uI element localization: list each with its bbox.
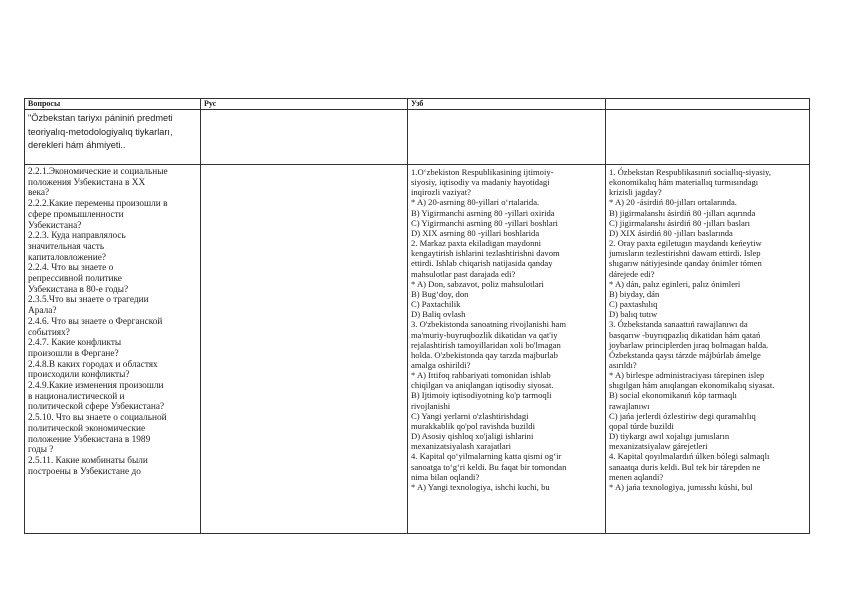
uzbek-cell xyxy=(408,165,606,534)
uzbek-answer-line: holda. O'zbekistonda qay tarzda majburlab xyxy=(411,349,558,360)
karakalpak-answer-line: Ózbekstanda qaysı tárzde májbúrlab ámelge xyxy=(609,349,761,360)
table-header-row xyxy=(25,99,810,110)
uzbek-answer-line: C) Yangi yerlarni o'zlashtirishdagi xyxy=(411,410,529,421)
question-line: репрессивной политике xyxy=(28,274,122,285)
topic-cell xyxy=(25,110,201,165)
uzbek-answer-line: sanoatga to‘g‘ri keldi. Bu faqat bir tomondan xyxy=(411,461,567,472)
karakalpak-answer-line: krizisli jagday? xyxy=(609,187,662,198)
uzbek-answer-line: nima bilan oqlandi? xyxy=(411,471,480,482)
karakalpak-answer-line: C) jigirmalanshı ásirdiń 80 -jılları basları xyxy=(609,217,751,228)
question-line: происходили конфликты? xyxy=(28,370,130,381)
uzbek-answer-line: murakkablik qo'pol ravishda buzildi xyxy=(411,420,535,431)
question-line: годы ? xyxy=(28,445,54,456)
karakalpak-answer-line: D) tiykargı awıl xojalıgı jumısların xyxy=(609,431,730,442)
karakalpak-answer-line: B) biyday, dán xyxy=(609,288,660,299)
question-line: века? xyxy=(28,188,50,199)
uzbek-answer-line: B) Ijtimoiy iqtisodiyotning ko'p tarmoqli xyxy=(411,390,552,401)
karakalpak-cell xyxy=(606,165,810,534)
karakalpak-answer-line: B) jigirmalanshı ásirdiń 80 -jılları aqırında xyxy=(609,207,756,218)
uzbek-answer-line: D) Asosiy qishloq xo'jaligi ishlarini xyxy=(411,431,534,442)
karakalpak-answer-line: asırıldı? xyxy=(609,359,637,370)
uzbek-answer-line: rivojlanishi xyxy=(411,400,451,411)
question-line: капиталовложение? xyxy=(28,252,106,263)
header-karakalpak xyxy=(606,99,810,110)
topic-row xyxy=(25,110,810,165)
uzbek-answer-line: chiqilgan va aniqlangan iqtisodiy siyosat. xyxy=(411,380,554,391)
question-line: значительная часть xyxy=(28,241,105,252)
question-line: политической сфере Узбекистана? xyxy=(28,402,165,413)
uzbek-answer-line: rejalashtirish tamoyillaridan xoli bo'lmagan xyxy=(411,339,561,350)
questions-table xyxy=(24,98,810,534)
russian-cell xyxy=(201,165,408,534)
header-questions: Вопросы xyxy=(25,99,201,110)
karakalpak-answer-line: menen aqlandi? xyxy=(609,471,664,482)
question-line: Арала? xyxy=(28,306,57,317)
uzbek-answer-line: 3. O'zbekistonda sanoatning rivojlanishi ham xyxy=(411,319,567,330)
question-line: в националистической и xyxy=(28,391,125,402)
uzbek-answer-line: 1.O‘zbekiston Respublikasining ijtimoiy- xyxy=(411,167,554,177)
question-line: 2.5.11. Какие комбинаты были xyxy=(28,455,148,466)
question-line: Узбекистана в 80-е годы? xyxy=(28,284,129,295)
karakalpak-answer-line: sanaatqa duris keldi. Bul tek bir tárepden ne xyxy=(609,461,761,472)
karakalpak-answer-line: D) balıq tutıw xyxy=(609,309,658,320)
question-line: Узбекистана? xyxy=(28,220,82,231)
question-line: 2.4.7. Какие конфликты xyxy=(28,338,122,349)
question-line: политической экономические xyxy=(28,423,146,434)
uzbek-answers xyxy=(411,165,602,492)
question-line: 2.4.8.В каких городах и областях xyxy=(28,359,158,370)
uzbek-answer-line: mahsulotlar past darajada edi? xyxy=(411,268,516,279)
karakalpak-answer-line: C) jańa jerlerdi ózlestiriw degi quramalılıq xyxy=(609,410,756,421)
uzbek-answer-line: * A) Yangi texnologiya, ishchi kuchi, bu xyxy=(411,481,550,492)
karakalpak-answer-line: * A) jańa texnologiya, jumısshı kúshi, bul xyxy=(609,481,753,492)
uzbek-answer-line: * A) Don, sabzavot, poliz mahsulotlari xyxy=(411,278,544,289)
question-line: 2.2.3. Куда направлялось xyxy=(28,231,126,242)
uzbek-answer-line: C) Paxtachilik xyxy=(411,299,461,310)
content-row xyxy=(25,165,810,534)
karakalpak-answer-line: jumısların tezlestirishni dawam ettirdi. Islep xyxy=(609,248,761,259)
topic-title: "Özbekstan tariyxı pániniń predmeti teoriyalıq-metodologiyalıq tiykarları, derekleri hám áhmiyeti.. xyxy=(28,113,173,150)
question-line: сфере промышленности xyxy=(28,209,124,220)
questions-cell xyxy=(25,165,201,534)
karakalpak-answer-line: * A) 20 -ásirdiń 80-jılları ortalarında. xyxy=(609,197,737,208)
header-russian: Рус xyxy=(201,99,408,110)
question-line: 2.4.6. Что вы знаете о Ферганской xyxy=(28,316,163,327)
uzbek-answer-line: 4. Kapital qo‘yilmalarning katta qismi og‘ir xyxy=(411,451,562,462)
karakalpak-answer-line: 1. Ózbekstan Respublikasınıń sociallıq-siyasiy, xyxy=(609,167,771,177)
header-uzbek: Узб xyxy=(408,99,606,110)
uzbek-answer-line: B) Bug‘doy, don xyxy=(411,288,469,299)
uzbek-answer-line: * A) 20-asrning 80-yillari o‘rtalarida. xyxy=(411,197,540,208)
empty-cell xyxy=(408,110,606,165)
karakalpak-answer-line: shıgarıw nátiyjesinde qanday ónimler tómen xyxy=(609,258,762,269)
questions-list xyxy=(28,165,197,477)
karakalpak-answer-line: D) XIX ásirdiń 80 -jılları baslarında xyxy=(609,227,733,238)
karakalpak-answer-line: rawajlanıwı xyxy=(609,400,650,411)
uzbek-answer-line: C) Yigirmanchi asrning 80 -yillari boshlari xyxy=(411,217,558,228)
question-line: 2.4.9.Какие изменения произошли xyxy=(28,381,164,392)
karakalpak-answer-line: qopal túrde buzildi xyxy=(609,420,674,431)
karakalpak-answer-line: 3. Ózbekstanda sanaattıń rawajlanıwı da xyxy=(609,319,748,330)
question-line: 2.2.1.Экономические и социальные xyxy=(28,167,168,177)
karakalpak-answer-line: 2. Oray paxta egiletugın maydandı keńeytiw xyxy=(609,238,762,249)
question-line: положения Узбекистана в XX xyxy=(28,177,146,188)
question-line: 2.2.2.Какие перемены произошли в xyxy=(28,199,168,210)
question-line: событиях? xyxy=(28,327,70,338)
uzbek-answer-line: mexanizatsiyalash xarajatlari xyxy=(411,441,511,452)
uzbek-answer-line: siyosiy, iqtisodiy va madaniy hayotidagi xyxy=(411,177,550,188)
uzbek-answer-line: inqirozli vaziyat? xyxy=(411,187,471,198)
uzbek-answer-line: ma'muriy-buyruqbozlik dikatidan va qat'iy xyxy=(411,329,558,340)
question-line: построены в Узбекистане до xyxy=(28,466,141,477)
uzbek-answer-line: D) Baliq ovlash xyxy=(411,309,466,320)
karakalpak-answer-line: 4. Kapital qoyılmalardıń úlken bólegi salmaqlı xyxy=(609,451,770,462)
question-line: положение Узбекистана в 1989 xyxy=(28,434,151,445)
uzbek-answer-line: kengaytirish ishlarini tezlashtirishni davom xyxy=(411,248,560,259)
question-line: 2.5.10. Что вы знаете о социальной xyxy=(28,413,167,424)
karakalpak-answer-line: shıgılgan hám anıqlangan ekonomikalıq siyasat. xyxy=(609,380,775,391)
karakalpak-answer-line: ekonomikalıq hám materiallıq turmısındagı xyxy=(609,177,759,188)
uzbek-answer-line: amalga oshirildi? xyxy=(411,359,471,370)
uzbek-answer-line: D) XIX asrning 80 -yillari boshlarida xyxy=(411,227,540,238)
karakalpak-answer-line: * A) birlespe administraciyası tárepinen islep xyxy=(609,370,765,381)
uzbek-answer-line: ettirdi. Ishlab chiqarish natijasida qanday xyxy=(411,258,553,269)
question-line: 2.3.5.Что вы знаете о трагедии xyxy=(28,295,149,306)
karakalpak-answers xyxy=(609,165,806,492)
empty-cell xyxy=(606,110,810,165)
karakalpak-answer-line: basqarıw -buyrıqpazlıq dikatidan hám qatań xyxy=(609,329,761,340)
karakalpak-answer-line: joybarlaw principlerden jıraq bolmagan halda. xyxy=(609,339,769,350)
question-line: произошли в Фергане? xyxy=(28,348,119,359)
uzbek-answer-line: * A) Ittifoq rahbariyati tomonidan ishlab xyxy=(411,370,551,381)
uzbek-answer-line: 2. Markaz paxta ekiladigan maydonni xyxy=(411,238,542,249)
karakalpak-answer-line: mexanizatsiyalaw gárejetleri xyxy=(609,441,708,452)
karakalpak-answer-line: * A) dán, palız eginleri, palız ónimleri xyxy=(609,278,741,289)
uzbek-answer-line: B) Yigirmanchi asrning 80 -yillari oxirida xyxy=(411,207,555,218)
karakalpak-answer-line: dárejede edi? xyxy=(609,268,655,279)
karakalpak-answer-line: B) social ekonomikanıń kóp tarmaqlı xyxy=(609,390,737,401)
empty-cell xyxy=(201,110,408,165)
karakalpak-answer-line: C) paxtashılıq xyxy=(609,299,658,310)
question-line: 2.2.4. Что вы знаете о xyxy=(28,263,114,274)
